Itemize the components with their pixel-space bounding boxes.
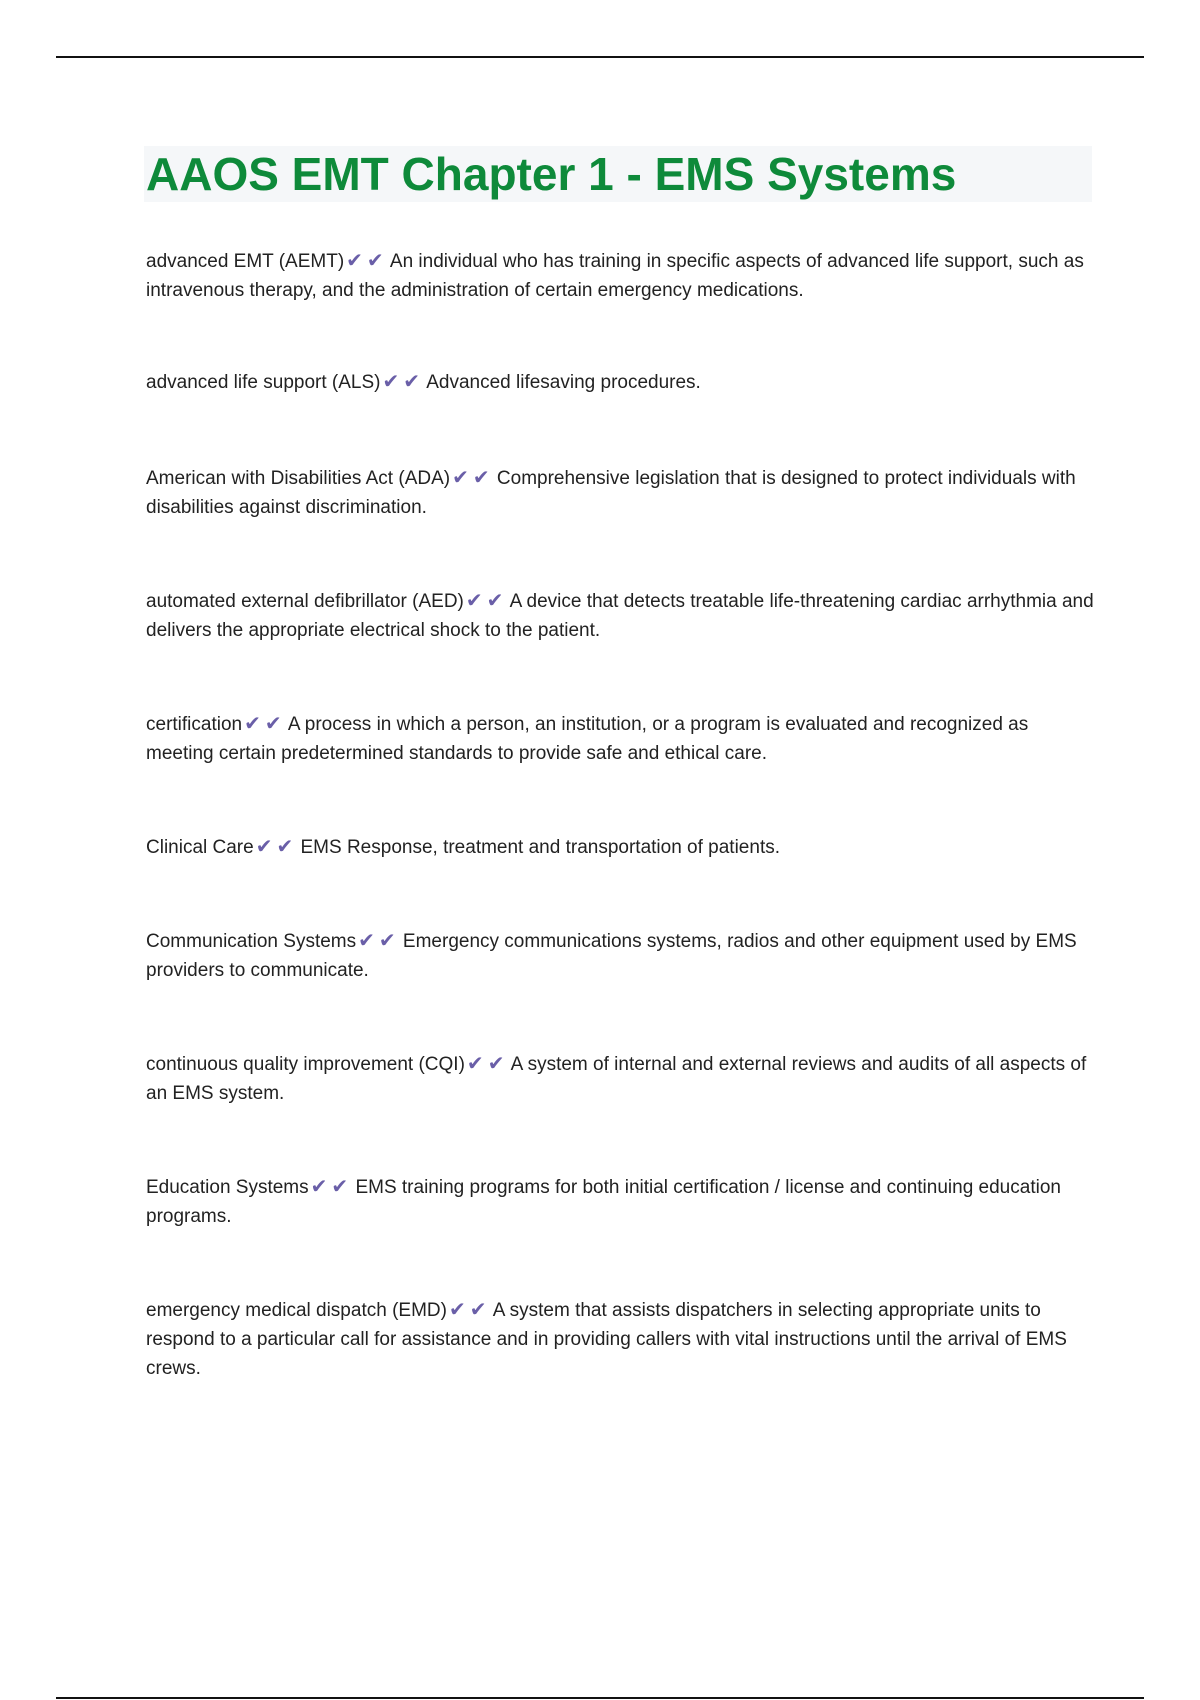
glossary-entry — [146, 463, 1096, 522]
check-icon: ✔ — [469, 1297, 487, 1321]
entry-definition: A process in which a person, an institution, or a program is evaluated and recognized as meeting certain predetermined standards to provide safe and ethical care. — [146, 714, 1029, 764]
entry-definition: Emergency communications systems, radios and other equipment used by EMS providers to communicate. — [146, 931, 1077, 981]
entry-term: Communication Systems — [146, 931, 357, 952]
check-icon: ✔ — [346, 248, 363, 272]
page-title: AAOS EMT Chapter 1 - EMS Systems — [146, 148, 957, 200]
check-icon: ✔ — [255, 834, 273, 858]
entry-definition: A system that assists dispatchers in selecting appropriate units to respond to a particular call for assistance and in providing callers with vital instructions until the arrival of EMS crews. — [146, 1300, 1067, 1379]
entry-term: emergency medical dispatch (EMD) — [146, 1300, 447, 1321]
check-icon: ✔ — [487, 1051, 505, 1075]
entry-definition: A device that detects treatable life-threatening cardiac arrhythmia and delivers the appropriate electrical shock to the patient. — [146, 591, 1094, 641]
check-icon: ✔ — [378, 928, 396, 952]
check-icon: ✔ — [472, 465, 490, 489]
check-icon: ✔ — [358, 928, 375, 952]
glossary-entry — [146, 1049, 1096, 1108]
footer-rule — [56, 1697, 1144, 1699]
entry-definition: EMS training programs for both initial certification / license and continuing education programs. — [146, 1177, 1061, 1227]
check-icon: ✔ — [452, 465, 469, 489]
check-icon: ✔ — [276, 834, 294, 858]
glossary-list — [146, 246, 1096, 1383]
glossary-entry — [146, 832, 1096, 862]
entry-term: continuous quality improvement (CQI) — [146, 1054, 465, 1075]
entry-term: advanced life support (ALS) — [146, 372, 381, 393]
entry-definition: An individual who has training in specific aspects of advanced life support, such as intravenous therapy, and the administration of certain emergency medications. — [146, 251, 1084, 301]
check-icon: ✔ — [465, 588, 483, 612]
entry-term: certification — [146, 714, 243, 735]
check-icon: ✔ — [331, 1174, 349, 1198]
check-icon: ✔ — [466, 1051, 484, 1075]
entry-definition: Advanced lifesaving procedures. — [422, 372, 701, 393]
glossary-entry — [146, 367, 1096, 397]
header-rule — [56, 56, 1144, 58]
entry-term: advanced EMT (AEMT) — [146, 251, 345, 272]
entry-definition: EMS Response, treatment and transportation of patients. — [295, 837, 781, 858]
check-icon: ✔ — [448, 1297, 466, 1321]
glossary-entry — [146, 926, 1096, 985]
check-icon: ✔ — [382, 369, 400, 393]
entry-term: Education Systems — [146, 1177, 309, 1198]
glossary-entry — [146, 246, 1096, 305]
glossary-entry — [146, 1295, 1096, 1383]
entry-term: American with Disabilities Act (ADA) — [146, 468, 451, 489]
entry-definition: Comprehensive legislation that is designed to protect individuals with disabilities against discrimination. — [146, 468, 1076, 518]
check-icon: ✔ — [244, 711, 261, 735]
entry-definition: A system of internal and external reviews and audits of all aspects of an EMS system. — [146, 1054, 1087, 1104]
entry-term: automated external defibrillator (AED) — [146, 591, 464, 612]
check-icon: ✔ — [310, 1174, 328, 1198]
glossary-entry — [146, 1172, 1096, 1231]
glossary-entry — [146, 586, 1096, 645]
check-icon: ✔ — [403, 369, 420, 393]
check-icon: ✔ — [366, 248, 384, 272]
check-icon: ✔ — [486, 588, 504, 612]
check-icon: ✔ — [264, 711, 282, 735]
glossary-entry — [146, 709, 1096, 768]
entry-term: Clinical Care — [146, 837, 254, 858]
